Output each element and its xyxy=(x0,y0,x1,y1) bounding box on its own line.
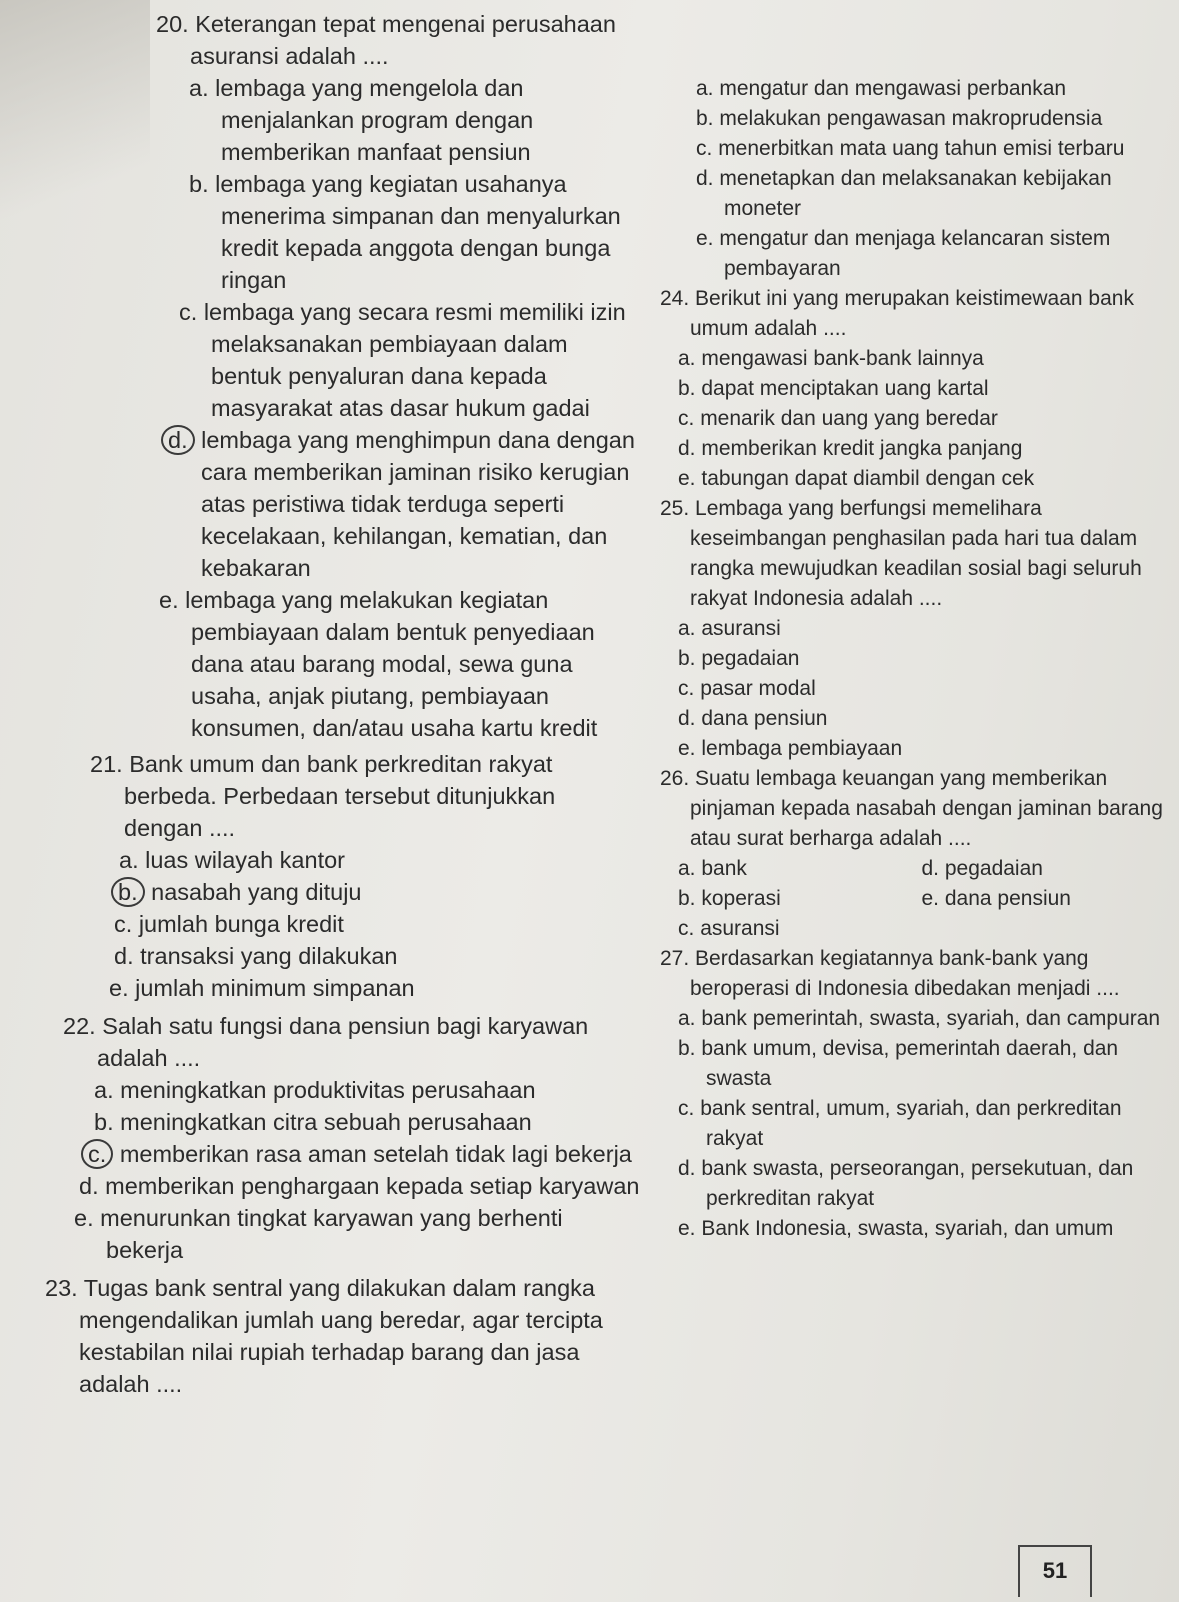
q24-option-b: b. dapat menciptakan uang kartal xyxy=(678,377,989,400)
q27-option-e: e. Bank Indonesia, swasta, syariah, dan umum xyxy=(678,1217,1114,1240)
question-26: 26. Suatu lembaga keuangan yang memberikan pinjaman kepada nasabah dengan jaminan barang atau surat berharga adalah .... xyxy=(660,767,1163,850)
q27-option-a: a. bank pemerintah, swasta, syariah, dan campuran xyxy=(678,1007,1161,1030)
q25-option-d: d. dana pensiun xyxy=(678,707,828,730)
q26-option-b: b. koperasi xyxy=(678,887,781,910)
q21-option-e: e. jumlah minimum simpanan xyxy=(109,975,415,1001)
q20-option-a: a. lembaga yang mengelola dan menjalankan program dengan memberikan manfaat pensiun xyxy=(189,75,534,165)
q22-option-a: a. meningkatkan produktivitas perusahaan xyxy=(94,1077,536,1103)
q23-option-d: d. menetapkan dan melaksanakan kebijakan moneter xyxy=(696,167,1112,220)
left-column xyxy=(45,8,640,1400)
q24-option-a: a. mengawasi bank-bank lainnya xyxy=(678,347,984,370)
q25-option-e: e. lembaga pembiayaan xyxy=(678,737,903,760)
q23-option-e: e. mengatur dan menjaga kelancaran sistem pembayaran xyxy=(696,227,1111,280)
q23-option-b: b. melakukan pengawasan makroprudensia xyxy=(696,107,1103,130)
q23-option-c: c. menerbitkan mata uang tahun emisi terbaru xyxy=(696,137,1125,160)
q22-option-c: c. memberikan rasa aman setelah tidak lagi bekerja xyxy=(65,1138,640,1170)
question-23: 23. Tugas bank sentral yang dilakukan dalam rangka mengendalikan jumlah uang beredar, agar tercipta kestabilan nilai rupiah terhadap barang dan jasa adalah .... xyxy=(45,1275,603,1397)
q24-option-e: e. tabungan dapat diambil dengan cek xyxy=(678,467,1035,490)
q24-option-d: d. memberikan kredit jangka panjang xyxy=(678,437,1023,460)
q26-options xyxy=(660,854,1165,944)
q27-option-d: d. bank swasta, perseorangan, persekutuan, dan perkreditan rakyat xyxy=(678,1157,1134,1210)
question-20: 20. Keterangan tepat mengenai perusahaan asuransi adalah .... xyxy=(156,11,616,69)
q22-option-e: e. menurunkan tingkat karyawan yang berhenti bekerja xyxy=(74,1205,563,1263)
q22-option-b: b. meningkatkan citra sebuah perusahaan xyxy=(94,1109,532,1135)
question-21: 21. Bank umum dan bank perkreditan rakyat berbeda. Perbedaan tersebut ditunjukkan dengan .... xyxy=(90,751,556,841)
q26-option-e: e. dana pensiun xyxy=(921,887,1071,910)
q25-option-c: c. pasar modal xyxy=(678,677,816,700)
q21-option-c: c. jumlah bunga kredit xyxy=(114,911,344,937)
q27-option-b: b. bank umum, devisa, pemerintah daerah, dan swasta xyxy=(678,1037,1119,1090)
page-number: 51 xyxy=(1018,1545,1092,1597)
question-27: 27. Berdasarkan kegiatannya bank-bank yang beroperasi di Indonesia dibedakan menjadi .... xyxy=(660,947,1120,1000)
q25-option-b: b. pegadaian xyxy=(678,647,800,670)
q25-option-a: a. asuransi xyxy=(678,617,781,640)
q20-option-d: d. lembaga yang menghimpun dana dengan cara memberikan jaminan risiko kerugian atas peristiwa tidak terduga seperti kecelakaan, kehilangan, kematian, dan kebakaran xyxy=(145,424,640,584)
answer-circle: b. xyxy=(111,877,145,907)
answer-circle: c. xyxy=(81,1139,113,1169)
question-25: 25. Lembaga yang berfungsi memelihara keseimbangan penghasilan pada hari tua dalam rangka mewujudkan keadilan sosial bagi seluruh rakyat Indonesia adalah .... xyxy=(660,497,1142,610)
q27-option-c: c. bank sentral, umum, syariah, dan perkreditan rakyat xyxy=(678,1097,1122,1150)
q20-option-b: b. lembaga yang kegiatan usahanya menerima simpanan dan menyalurkan kredit kepada anggota dengan bunga ringan xyxy=(189,171,621,293)
q20-option-c: c. lembaga yang secara resmi memiliki izin melaksanakan pembiayaan dalam bentuk penyaluran dana kepada masyarakat atas dasar hukum gadai xyxy=(179,299,626,421)
answer-circle: d. xyxy=(161,425,195,455)
q23-option-a: a. mengatur dan mengawasi perbankan xyxy=(696,77,1067,100)
q26-option-d: d. pegadaian xyxy=(921,857,1043,880)
q22-option-d: d. memberikan penghargaan kepada setiap karyawan xyxy=(79,1173,640,1199)
q21-option-a: a. luas wilayah kantor xyxy=(119,847,345,873)
right-column xyxy=(660,74,1165,1244)
question-22: 22. Salah satu fungsi dana pensiun bagi karyawan adalah .... xyxy=(63,1013,589,1071)
q26-option-c: c. asuransi xyxy=(678,917,780,940)
question-24: 24. Berikut ini yang merupakan keistimewaan bank umum adalah .... xyxy=(660,287,1134,340)
q24-option-c: c. menarik dan uang yang beredar xyxy=(678,407,998,430)
q21-option-d: d. transaksi yang dilakukan xyxy=(114,943,398,969)
q21-option-b: b. nasabah yang dituju xyxy=(95,876,640,908)
q26-option-a: a. bank xyxy=(678,857,747,880)
q20-option-e: e. lembaga yang melakukan kegiatan pembiayaan dalam bentuk penyediaan dana atau barang modal, sewa guna usaha, anjak piutang, pembiayaan konsumen, dan/atau usaha kartu kredit xyxy=(159,587,598,741)
